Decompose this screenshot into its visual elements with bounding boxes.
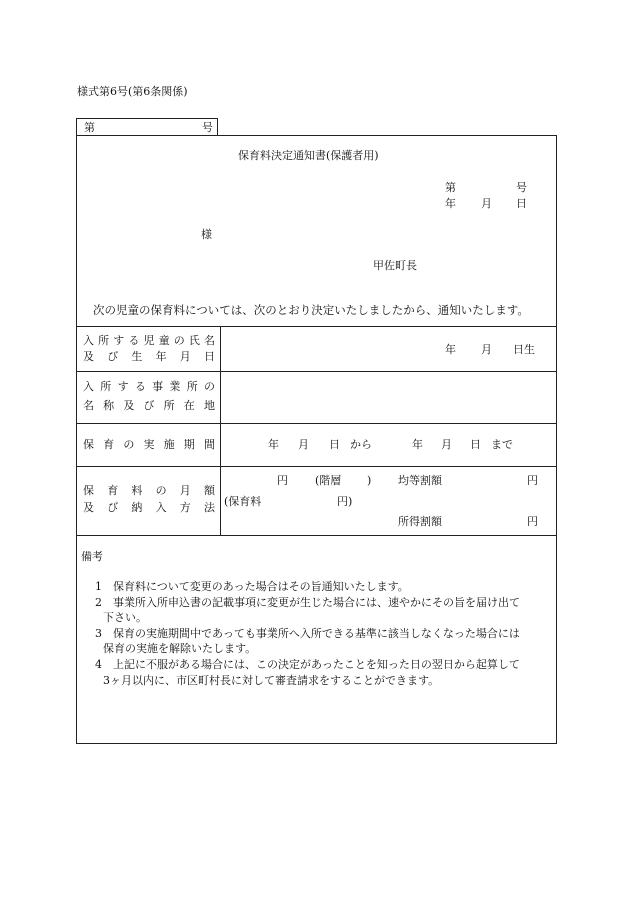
notice-number-go: 号 [516, 181, 527, 194]
remark-2: 2 事業所入所申込書の記載事項に変更が生じた場合には、速やかにその旨を届け出て [95, 596, 520, 609]
period-from: から [350, 438, 372, 451]
row-divider [76, 466, 557, 467]
remark-2-cont: 下さい。 [103, 611, 147, 624]
remarks-heading: 備考 [81, 550, 103, 563]
fee-income-label: 所得割額 [398, 515, 442, 528]
birth-day: 日生 [513, 343, 535, 356]
fee-yen: 円 [277, 474, 288, 487]
label-birth-date: 及 び 生 年 月 日 [83, 350, 215, 363]
file-number-go: 号 [202, 121, 213, 134]
label-facility: 入 所 す る 事 業 所 の [83, 380, 215, 393]
period-end-day: 日 [470, 438, 481, 451]
remark-4: 4 上記に不服がある場合には、この決定があったことを知った日の翌日から起算して [95, 658, 520, 671]
notice-title: 保育料決定通知書(保護者用) [238, 149, 379, 162]
label-fee: 保 育 料 の 月 額 [83, 484, 215, 497]
file-number-dai: 第 [84, 121, 95, 134]
remark-3: 3 保育の実施期間中であっても事業所へ入所できる基準に該当しなくなった場合には [95, 627, 520, 640]
notice-date-month: 月 [481, 197, 492, 210]
column-divider [220, 326, 221, 535]
addressee-sama: 様 [201, 228, 212, 241]
notice-number-dai: 第 [445, 181, 456, 194]
fee-income-yen: 円 [527, 515, 538, 528]
row-divider [76, 326, 557, 327]
birth-year: 年 [445, 343, 456, 356]
period-start-year: 年 [268, 438, 279, 451]
label-period: 保 育 の 実 施 期 間 [83, 438, 215, 451]
notice-intro: 次の児童の保育料については、次のとおり決定いたしましたから、通知いたします。 [93, 303, 529, 317]
remark-3-cont: 保育の実施を解除いたします。 [103, 642, 257, 655]
fee-tier-open: (階層 [315, 474, 342, 487]
fee-equal-yen: 円 [527, 474, 538, 487]
label-child-name: 入 所 す る 児 童 の 氏 名 [83, 334, 215, 347]
remark-4-cont: 3ヶ月以内に、市区町村長に対して審査請求をすることができます。 [103, 674, 440, 687]
form-reference: 様式第6号(第6条関係) [77, 85, 188, 98]
row-divider [76, 535, 557, 536]
notice-date-year: 年 [445, 197, 456, 210]
period-start-day: 日 [329, 438, 340, 451]
row-divider [76, 371, 557, 372]
label-payment-method: 及 び 納 入 方 法 [83, 501, 215, 514]
period-end-year: 年 [412, 438, 423, 451]
fee-tier-close: ) [367, 474, 372, 487]
fee-hoikuryo-yen: 円) [337, 495, 353, 508]
row-divider [76, 423, 557, 424]
file-number-box [76, 118, 218, 136]
label-facility-address: 名 称 及 び 所 在 地 [83, 399, 215, 412]
birth-month: 月 [481, 343, 492, 356]
period-end-month: 月 [441, 438, 452, 451]
issuer: 甲佐町長 [373, 259, 417, 272]
remark-1: 1 保育料について変更のあった場合はその旨通知いたします。 [95, 580, 409, 593]
period-start-month: 月 [298, 438, 309, 451]
notice-date-day: 日 [516, 197, 527, 210]
fee-hoikuryo: (保育料 [224, 495, 262, 508]
period-to: まで [491, 438, 513, 451]
fee-equal-label: 均等割額 [398, 474, 442, 487]
